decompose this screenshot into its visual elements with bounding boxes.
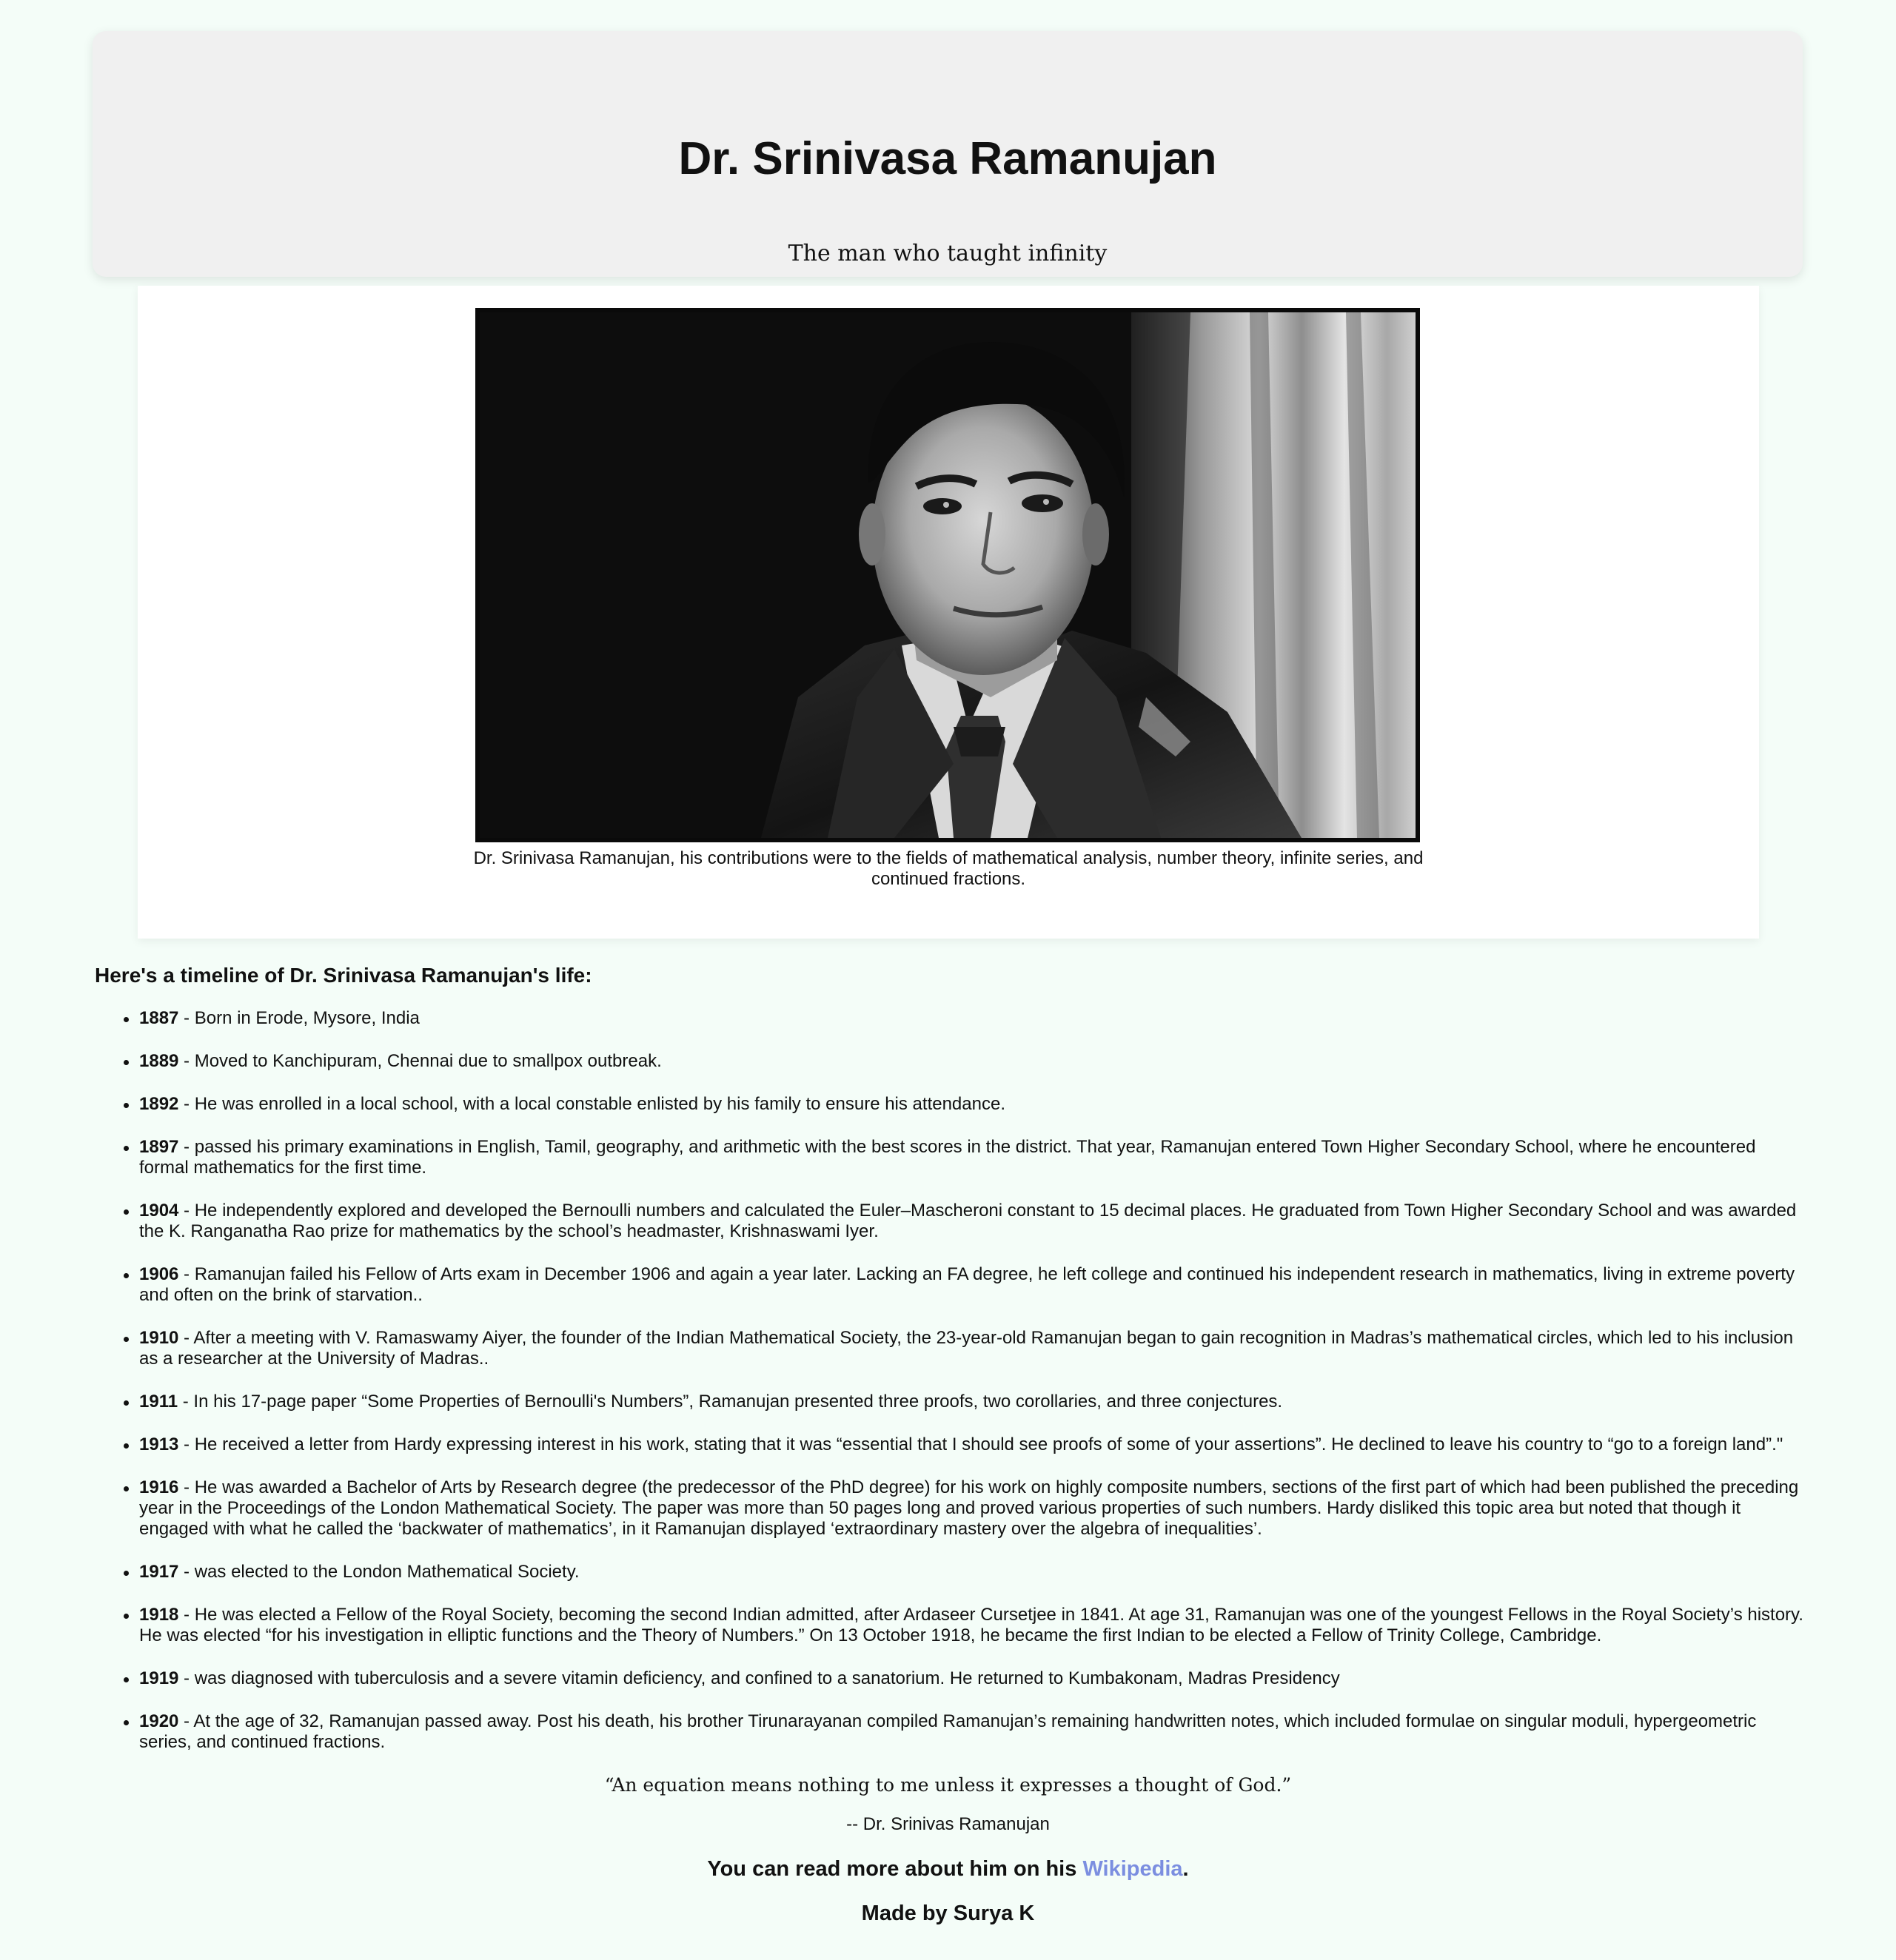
timeline-text: - He received a letter from Hardy expressing interest in his work, stating that it was “essential that I should see proofs of some of your assertions”. He declined to leave his country to “go to a foreign land”." bbox=[178, 1434, 1783, 1454]
timeline-year: 1913 bbox=[139, 1434, 179, 1454]
timeline-text: - After a meeting with V. Ramaswamy Aiyer, the founder of the Indian Mathematical Society, the 23-year-old Ramanujan began to gain recognition in Madras’s mathematical circles, which led to his inclusion as a researcher at the University of Madras.. bbox=[139, 1328, 1794, 1369]
timeline-text: - At the age of 32, Ramanujan passed away. Post his death, his brother Tirunarayanan compiled Ramanujan’s remaining handwritten notes, which included formulae on singular moduli, hypergeometric series, and continued fractions. bbox=[139, 1711, 1757, 1752]
portrait-photo bbox=[480, 312, 1416, 838]
timeline-year: 1887 bbox=[139, 1008, 179, 1028]
timeline-text: - Born in Erode, Mysore, India bbox=[178, 1008, 420, 1028]
timeline-item bbox=[139, 1201, 1805, 1242]
timeline-year: 1910 bbox=[139, 1328, 179, 1348]
timeline-text: - He independently explored and developed the Bernoulli numbers and calculated the Euler–Mascheroni constant to 15 decimal places. He graduated from Town Higher Secondary School and was awarded the K. Ranganatha Rao prize for mathematics by the school’s headmaster, Krishnaswami Iyer. bbox=[139, 1201, 1797, 1241]
timeline-text: - was diagnosed with tuberculosis and a severe vitamin deficiency, and confined to a sanatorium. He returned to Kumbakonam, Madras Presidency bbox=[178, 1668, 1340, 1688]
portrait-image bbox=[475, 308, 1420, 842]
timeline-text: - passed his primary examinations in English, Tamil, geography, and arithmetic with the best scores in the district. That year, Ramanujan entered Town Higher Secondary School, where he encountered formal mathematics for the first time. bbox=[139, 1137, 1756, 1178]
page-tagline: The man who taught infinity bbox=[788, 241, 1108, 266]
read-more-suffix: . bbox=[1182, 1857, 1189, 1881]
timeline-year: 1892 bbox=[139, 1094, 179, 1114]
timeline-year: 1917 bbox=[139, 1562, 179, 1582]
timeline-text: - He was enrolled in a local school, with a local constable enlisted by his family to ensure his attendance. bbox=[178, 1094, 1005, 1114]
timeline-item bbox=[139, 1328, 1805, 1369]
timeline-list bbox=[139, 1008, 1805, 1775]
quote-text: “An equation means nothing to me unless it expresses a thought of God.” bbox=[604, 1774, 1292, 1796]
timeline-item bbox=[139, 1094, 1805, 1115]
timeline-item bbox=[139, 1477, 1805, 1540]
timeline-item bbox=[139, 1434, 1805, 1455]
timeline-item bbox=[139, 1264, 1805, 1306]
timeline-year: 1889 bbox=[139, 1051, 179, 1071]
timeline-text: - Moved to Kanchipuram, Chennai due to smallpox outbreak. bbox=[178, 1051, 662, 1071]
timeline-item bbox=[139, 1711, 1805, 1753]
timeline-year: 1897 bbox=[139, 1137, 179, 1157]
timeline-text: - He was elected a Fellow of the Royal Society, becoming the second Indian admitted, after Ardaseer Cursetjee in 1841. At age 31, Ramanujan was one of the youngest Fellows in the Royal Society’s history. He was elected “for his investigation in elliptic functions and the Theory of Numbers.” On 13 October 1918, he became the first Indian to be elected a Fellow of Trinity College, Cambridge. bbox=[139, 1605, 1803, 1645]
timeline-item bbox=[139, 1392, 1805, 1412]
wikipedia-link[interactable]: Wikipedia bbox=[1082, 1857, 1183, 1881]
timeline-year: 1904 bbox=[139, 1201, 179, 1221]
timeline-item bbox=[139, 1008, 1805, 1029]
timeline-item bbox=[139, 1562, 1805, 1583]
timeline-item bbox=[139, 1605, 1805, 1646]
read-more-line bbox=[0, 1856, 1896, 1882]
timeline-item bbox=[139, 1668, 1805, 1689]
timeline-item bbox=[139, 1051, 1805, 1072]
timeline-year: 1916 bbox=[139, 1477, 179, 1497]
made-by-credit: Made by Surya K bbox=[861, 1902, 1035, 1925]
timeline-item bbox=[139, 1137, 1805, 1178]
timeline-text: - He was awarded a Bachelor of Arts by Research degree (the predecessor of the PhD degree) for his work on highly composite numbers, sections of the first part of which had been published the preceding year in the Proceedings of the London Mathematical Society. The paper was more than 50 pages long and proved various properties of such numbers. Hardy disliked this topic area but noted that though it engaged with what he called the ‘backwater of mathematics’, in it Ramanujan displayed ‘extraordinary mastery over the algebra of inequalities’. bbox=[139, 1477, 1799, 1539]
timeline-year: 1920 bbox=[139, 1711, 179, 1731]
timeline-text: - was elected to the London Mathematical Society. bbox=[178, 1562, 580, 1582]
timeline-year: 1911 bbox=[139, 1392, 178, 1412]
timeline-text: - Ramanujan failed his Fellow of Arts exam in December 1906 and again a year later. Lacking an FA degree, he left college and continued his independent research in mathematics, living in extreme poverty and often on the brink of starvation.. bbox=[139, 1264, 1795, 1305]
image-card bbox=[138, 286, 1759, 939]
timeline-text: - In his 17-page paper “Some Properties of Bernoulli's Numbers”, Ramanujan presented three proofs, two corollaries, and three conjectures. bbox=[178, 1392, 1283, 1412]
page-title: Dr. Srinivasa Ramanujan bbox=[678, 133, 1217, 184]
header-banner bbox=[93, 31, 1803, 277]
read-more-prefix: You can read more about him on his bbox=[707, 1857, 1083, 1881]
timeline-year: 1919 bbox=[139, 1668, 179, 1688]
quote-attribution: -- Dr. Srinivas Ramanujan bbox=[846, 1814, 1050, 1834]
timeline-year: 1918 bbox=[139, 1605, 179, 1625]
image-caption: Dr. Srinivasa Ramanujan, his contributions were to the fields of mathematical analysis, number theory, infinite series, and continued fractions. bbox=[473, 848, 1424, 889]
timeline-heading: Here's a timeline of Dr. Srinivasa Ramanujan's life: bbox=[95, 964, 592, 987]
timeline-year: 1906 bbox=[139, 1264, 179, 1284]
